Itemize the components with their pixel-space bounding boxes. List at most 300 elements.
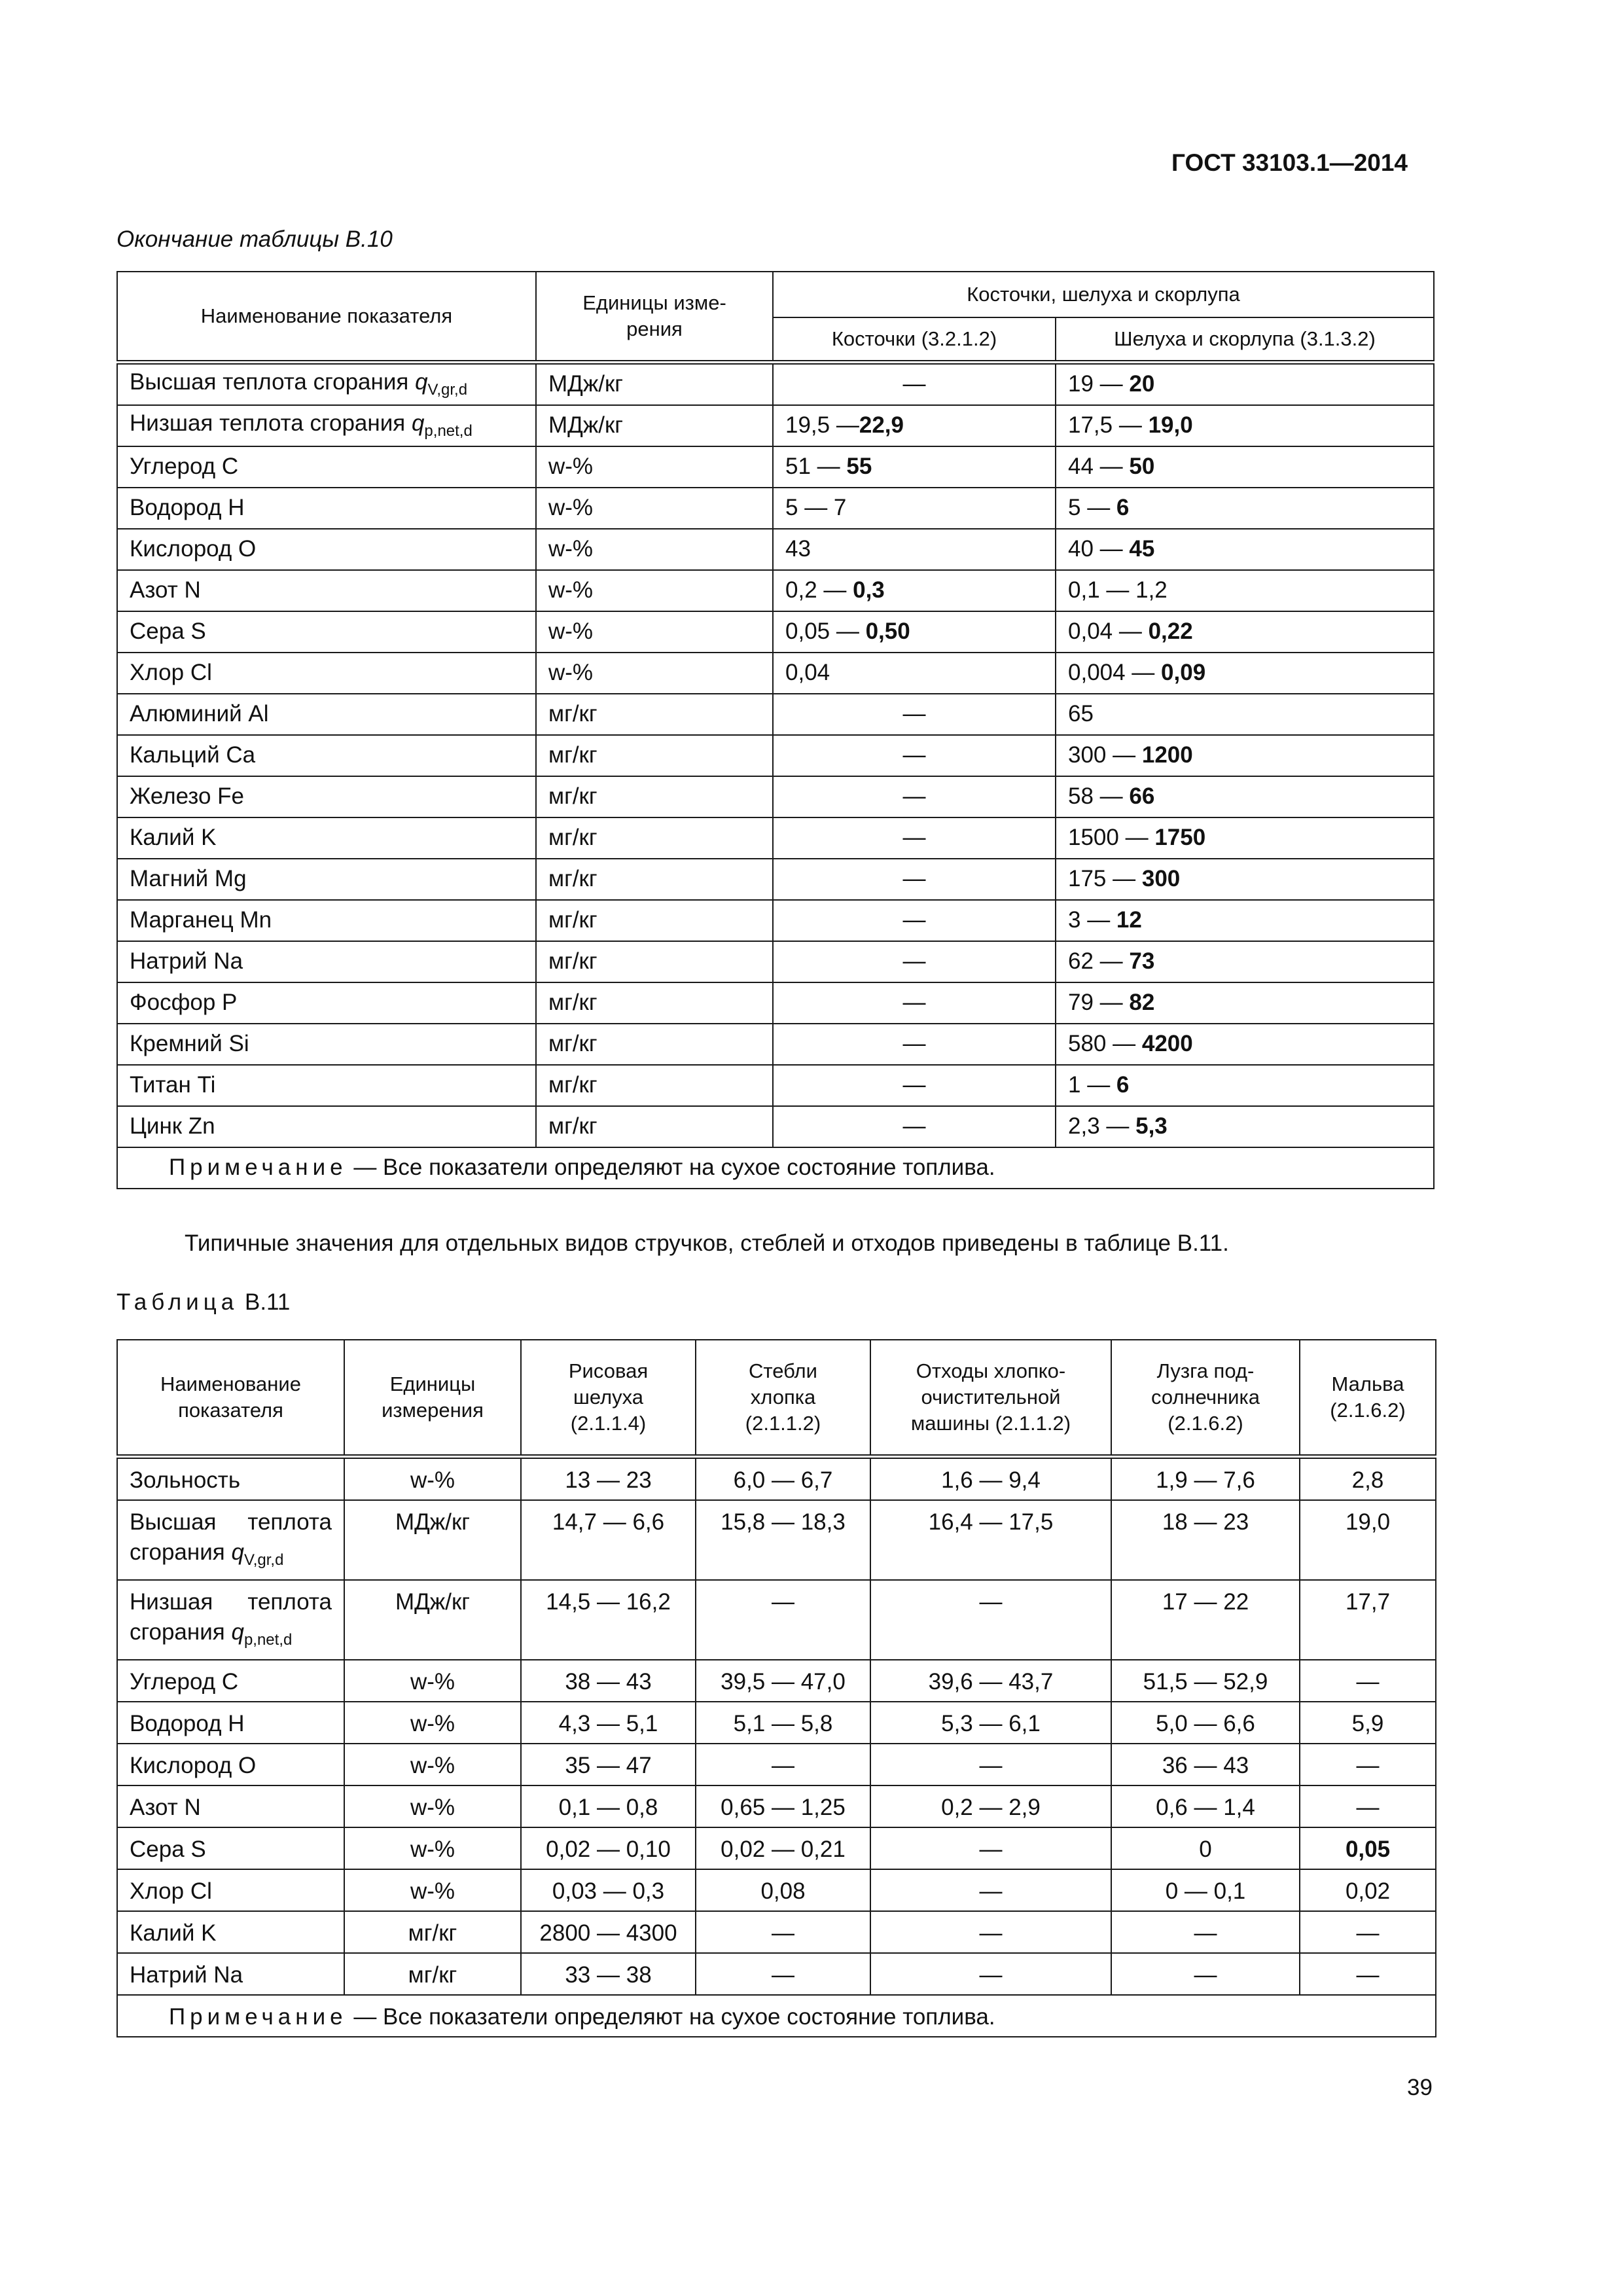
header-line: машины (2.1.1.2) (910, 1412, 1071, 1435)
value-part: 58 — (1068, 783, 1130, 809)
cell-unit: w-% (344, 1785, 521, 1827)
table-row (117, 1911, 1436, 1953)
indicator-name: Углерод C (130, 454, 239, 479)
indicator-name: Азот N (130, 1795, 201, 1820)
cell-unit: w-% (344, 1744, 521, 1785)
indicator-name: Титан Ti (130, 1072, 216, 1098)
value-part-bold: 0,50 (865, 619, 910, 644)
cell-unit: мг/кг (536, 900, 773, 941)
indicator-word: Высшая (130, 1509, 217, 1535)
indicator-name: Высшая теплота сгорания (130, 369, 409, 395)
indicator-name: Низшая теплота сгорания (130, 410, 406, 436)
table-row (117, 1744, 1436, 1785)
indicator-symbol: q (231, 1619, 244, 1645)
header-name: Наименование показателя (117, 272, 536, 362)
value-part-bold: 55 (846, 454, 872, 479)
indicator-name: Сера S (130, 1837, 206, 1862)
indicator-name: Водород H (130, 495, 245, 520)
cell-value: 0,6 — 1,4 (1111, 1785, 1300, 1827)
cell-indicator (117, 982, 536, 1024)
cell-husks (1056, 776, 1434, 817)
cell-pits (773, 653, 1056, 694)
cell-indicator (117, 529, 536, 570)
cell-value: — (696, 1953, 870, 1995)
cell-pits: — (773, 1106, 1056, 1147)
cell-value: — (696, 1911, 870, 1953)
cell-indicator (117, 488, 536, 529)
indicator-word: теплота (247, 1589, 332, 1615)
table-row (117, 1457, 1436, 1501)
indicator-subscript: V,gr,d (427, 381, 468, 399)
value-part: 5 — (1068, 495, 1116, 520)
cell-unit: w-% (344, 1660, 521, 1702)
cell-indicator (117, 694, 536, 735)
value-part: 19 — (1068, 371, 1130, 397)
cell-unit: мг/кг (536, 1065, 773, 1106)
cell-pits (773, 570, 1056, 611)
cell-value: 0,02 — 0,21 (696, 1827, 870, 1869)
cell-pits: — (773, 776, 1056, 817)
indicator-symbol: q (415, 369, 428, 395)
indicator-name: Алюминий Al (130, 701, 269, 726)
indicator-name: Фосфор P (130, 990, 238, 1015)
value-part: 43 (785, 536, 811, 562)
cell-value: 39,6 — 43,7 (870, 1660, 1111, 1702)
header-line: измерения (382, 1399, 484, 1422)
cell-unit: w-% (536, 570, 773, 611)
cell-value: — (1111, 1911, 1300, 1953)
cell-husks (1056, 488, 1434, 529)
value-part: 2,3 — (1068, 1113, 1136, 1139)
cell-value: — (870, 1869, 1111, 1911)
indicator-name-line1 (130, 1507, 344, 1537)
value-part: 0,1 — 1,2 (1068, 577, 1168, 603)
table-row (117, 1106, 1434, 1147)
table-row (117, 446, 1434, 488)
indicator-name: Кальций Ca (130, 742, 256, 768)
header-units-line1: Единицы изме- (582, 291, 726, 314)
note-text: — Все показатели определяют на сухое состояние топлива. (347, 1155, 995, 1180)
table-row (117, 1953, 1436, 1995)
indicator-name-line2 (130, 1617, 344, 1655)
value-part: 44 — (1068, 454, 1130, 479)
table-row (117, 1024, 1434, 1065)
cell-value: 0,02 — 0,10 (521, 1827, 696, 1869)
page-number: 39 (1407, 2075, 1433, 2100)
cell-value: — (870, 1580, 1111, 1660)
table2-header-cell (696, 1340, 870, 1457)
value-part: 79 — (1068, 990, 1130, 1015)
cell-value: 15,8 — 18,3 (696, 1500, 870, 1580)
cell-indicator (117, 1953, 344, 1995)
cell-indicator (117, 1106, 536, 1147)
cell-value: 0,1 — 0,8 (521, 1785, 696, 1827)
value-part: 0,04 (785, 660, 830, 685)
table-row (117, 611, 1434, 653)
cell-value: 51,5 — 52,9 (1111, 1660, 1300, 1702)
cell-unit: w-% (536, 446, 773, 488)
cell-value: 17,7 (1300, 1580, 1436, 1660)
cell-value: 5,1 — 5,8 (696, 1702, 870, 1744)
cell-indicator (117, 1024, 536, 1065)
cell-value: 0,02 (1300, 1869, 1436, 1911)
header-line: Стебли (749, 1359, 817, 1382)
cell-pits (773, 405, 1056, 446)
cell-unit: мг/кг (536, 1024, 773, 1065)
value-part: 5 — 7 (785, 495, 847, 520)
table-b10-end (116, 271, 1435, 1189)
cell-value: 0,05 (1300, 1827, 1436, 1869)
table1-note (117, 1147, 1434, 1189)
table2-header-cell (870, 1340, 1111, 1457)
indicator-name: Натрий Na (130, 948, 243, 974)
cell-indicator (117, 1500, 344, 1580)
header-line: солнечника (1151, 1386, 1260, 1408)
indicator-word: сгорания (130, 1619, 225, 1645)
cell-value: 14,7 — 6,6 (521, 1500, 696, 1580)
cell-value: 0,03 — 0,3 (521, 1869, 696, 1911)
cell-husks (1056, 735, 1434, 776)
indicator-subscript: V,gr,d (243, 1551, 284, 1569)
header-col-husks: Шелуха и скорлупа (3.1.3.2) (1056, 317, 1434, 362)
value-part: 0,004 — (1068, 660, 1162, 685)
header-line: Отходы хлопко- (916, 1359, 1066, 1382)
value-part: 175 — (1068, 866, 1142, 891)
note-label: Примечание (169, 1155, 348, 1180)
cell-value: — (870, 1911, 1111, 1953)
header-line: шелуха (573, 1386, 644, 1408)
cell-husks (1056, 817, 1434, 859)
value-part-bold: 12 (1116, 907, 1142, 933)
cell-pits: — (773, 1065, 1056, 1106)
table-row (117, 653, 1434, 694)
cell-pits: — (773, 900, 1056, 941)
cell-value: — (1300, 1785, 1436, 1827)
table-row (117, 570, 1434, 611)
cell-husks (1056, 859, 1434, 900)
cell-indicator (117, 1065, 536, 1106)
header-line: показателя (178, 1399, 283, 1422)
header-line: Мальва (1331, 1372, 1404, 1395)
cell-indicator (117, 1869, 344, 1911)
table2-header-cell (521, 1340, 696, 1457)
cell-value: 14,5 — 16,2 (521, 1580, 696, 1660)
cell-value: 39,5 — 47,0 (696, 1660, 870, 1702)
value-part: 0,05 — (785, 619, 866, 644)
cell-unit: МДж/кг (536, 362, 773, 405)
cell-pits: — (773, 694, 1056, 735)
header-line: (2.1.1.4) (570, 1412, 647, 1435)
cell-value: — (696, 1580, 870, 1660)
cell-indicator (117, 900, 536, 941)
cell-pits: — (773, 735, 1056, 776)
value-part: 3 — (1068, 907, 1116, 933)
indicator-name: Хлор Cl (130, 1878, 212, 1904)
header-line: (2.1.1.2) (745, 1412, 821, 1435)
value-part: 19,5 — (785, 412, 859, 438)
cell-unit: мг/кг (536, 735, 773, 776)
cell-value: 33 — 38 (521, 1953, 696, 1995)
cell-husks (1056, 405, 1434, 446)
header-units-line2: рения (626, 317, 683, 340)
cell-pits (773, 529, 1056, 570)
indicator-word: Низшая (130, 1589, 213, 1615)
value-part: 0,2 — (785, 577, 853, 603)
indicator-name: Цинк Zn (130, 1113, 215, 1139)
cell-husks (1056, 941, 1434, 982)
cell-indicator (117, 611, 536, 653)
indicator-subscript: p,net,d (243, 1631, 293, 1649)
value-part: 51 — (785, 454, 847, 479)
cell-unit: мг/кг (344, 1911, 521, 1953)
cell-value: 1,9 — 7,6 (1111, 1457, 1300, 1501)
table-row (117, 1580, 1436, 1660)
table-row (117, 1065, 1434, 1106)
cell-unit: w-% (536, 488, 773, 529)
value-part-bold: 45 (1129, 536, 1155, 562)
cell-indicator (117, 1457, 344, 1501)
cell-value: 5,9 (1300, 1702, 1436, 1744)
cell-pits (773, 488, 1056, 529)
value-part-bold: 300 (1141, 866, 1181, 891)
value-part: 0,04 — (1068, 619, 1149, 644)
table-row (117, 859, 1434, 900)
cell-indicator (117, 653, 536, 694)
header-line: Единицы (389, 1372, 476, 1395)
indicator-name: Углерод C (130, 1669, 239, 1695)
cell-value: 1,6 — 9,4 (870, 1457, 1111, 1501)
cell-indicator (117, 1702, 344, 1744)
cell-value: — (696, 1744, 870, 1785)
table1-body (117, 362, 1434, 1189)
cell-pits: — (773, 941, 1056, 982)
cell-value: 35 — 47 (521, 1744, 696, 1785)
cell-unit: мг/кг (536, 1106, 773, 1147)
indicator-subscript: p,net,d (424, 422, 473, 440)
table-row (117, 694, 1434, 735)
cell-husks (1056, 1106, 1434, 1147)
table2-caption (116, 1289, 290, 1316)
table-row (117, 817, 1434, 859)
cell-value: 18 — 23 (1111, 1500, 1300, 1580)
cell-value: 0,2 — 2,9 (870, 1785, 1111, 1827)
table-row (117, 1660, 1436, 1702)
cell-pits (773, 446, 1056, 488)
table-row (117, 900, 1434, 941)
cell-pits: — (773, 859, 1056, 900)
table2-header-cell (1300, 1340, 1436, 1457)
cell-pits: — (773, 817, 1056, 859)
header-line: Лузга под- (1156, 1359, 1255, 1382)
cell-unit: w-% (344, 1827, 521, 1869)
cell-indicator (117, 446, 536, 488)
cell-value: 36 — 43 (1111, 1744, 1300, 1785)
value-part: 580 — (1068, 1031, 1142, 1056)
cell-value: 0 (1111, 1827, 1300, 1869)
cell-indicator (117, 859, 536, 900)
cell-value: 0 — 0,1 (1111, 1869, 1300, 1911)
cell-indicator (117, 1785, 344, 1827)
value-part-bold: 6 (1116, 495, 1130, 520)
value-part-bold: 1200 (1141, 742, 1193, 768)
value-part-bold: 5,3 (1135, 1113, 1168, 1139)
table-row (117, 1827, 1436, 1869)
value-part-bold: 20 (1129, 371, 1155, 397)
cell-indicator (117, 1911, 344, 1953)
header-line: (2.1.6.2) (1330, 1399, 1406, 1422)
value-part-bold: 0,3 (853, 577, 885, 603)
cell-value: 13 — 23 (521, 1457, 696, 1501)
header-line: (2.1.6.2) (1168, 1412, 1243, 1435)
value-part-bold: 19,0 (1148, 412, 1193, 438)
cell-indicator (117, 1827, 344, 1869)
cell-value: — (1111, 1953, 1300, 1995)
indicator-name: Азот N (130, 577, 201, 603)
value-part-bold: 0,22 (1148, 619, 1193, 644)
cell-unit: МДж/кг (536, 405, 773, 446)
note-text: — Все показатели определяют на сухое состояние топлива. (347, 2004, 995, 2030)
cell-husks (1056, 982, 1434, 1024)
indicator-name: Водород H (130, 1711, 245, 1736)
indicator-name: Натрий Na (130, 1962, 243, 1988)
cell-husks (1056, 1065, 1434, 1106)
paragraph-text: Типичные значения для отдельных видов стручков, стеблей и отходов приведены в таблице В.11. (185, 1230, 1229, 1256)
cell-indicator (117, 362, 536, 405)
indicator-symbol: q (231, 1539, 244, 1565)
indicator-symbol: q (411, 410, 425, 436)
indicator-name: Хлор Cl (130, 660, 212, 685)
cell-value: 5,3 — 6,1 (870, 1702, 1111, 1744)
indicator-name: Кислород O (130, 536, 257, 562)
cell-value: 2800 — 4300 (521, 1911, 696, 1953)
cell-value: 6,0 — 6,7 (696, 1457, 870, 1501)
indicator-name: Железо Fe (130, 783, 244, 809)
indicator-word: теплота (247, 1509, 332, 1535)
cell-unit: w-% (536, 653, 773, 694)
cell-pits: — (773, 362, 1056, 405)
value-part-bold: 73 (1129, 948, 1155, 974)
table-row (117, 529, 1434, 570)
table-row (117, 1500, 1436, 1580)
table-row (117, 405, 1434, 446)
table2-header-cell (1111, 1340, 1300, 1457)
cell-indicator (117, 776, 536, 817)
cell-husks (1056, 529, 1434, 570)
cell-value: — (1300, 1744, 1436, 1785)
cell-husks (1056, 1024, 1434, 1065)
value-part-bold: 22,9 (859, 412, 904, 438)
value-part: 1 — (1068, 1072, 1116, 1098)
table-row (117, 735, 1434, 776)
header-line: очистительной (921, 1386, 1061, 1408)
cell-value: 38 — 43 (521, 1660, 696, 1702)
cell-unit: мг/кг (536, 941, 773, 982)
cell-indicator (117, 570, 536, 611)
table2-header-row (117, 1340, 1436, 1457)
value-part-bold: 66 (1129, 783, 1155, 809)
indicator-name-line2 (130, 1537, 344, 1575)
table2-note (117, 1995, 1436, 2037)
table2-caption-number: В.11 (244, 1289, 291, 1315)
value-part-bold: 82 (1129, 990, 1155, 1015)
cell-value: — (870, 1744, 1111, 1785)
cell-unit: МДж/кг (344, 1500, 521, 1580)
value-part-bold: 1750 (1154, 825, 1206, 850)
cell-pits: — (773, 1024, 1056, 1065)
value-part: 17,5 — (1068, 412, 1149, 438)
indicator-name: Калий K (130, 1920, 217, 1946)
indicator-name-line1 (130, 1587, 344, 1617)
cell-value: — (870, 1827, 1111, 1869)
cell-unit: мг/кг (536, 859, 773, 900)
header-col-pits: Косточки (3.2.1.2) (773, 317, 1056, 362)
cell-unit: МДж/кг (344, 1580, 521, 1660)
table-row (117, 1702, 1436, 1744)
cell-unit: w-% (536, 611, 773, 653)
value-part: 1500 — (1068, 825, 1155, 850)
table-row (117, 776, 1434, 817)
cell-indicator (117, 405, 536, 446)
table-row (117, 982, 1434, 1024)
value-part-bold: 0,09 (1161, 660, 1206, 685)
cell-value: — (1300, 1911, 1436, 1953)
table-row (117, 362, 1434, 405)
cell-unit: мг/кг (536, 817, 773, 859)
cell-unit: мг/кг (344, 1953, 521, 1995)
cell-unit: w-% (344, 1702, 521, 1744)
table2-header-cell (117, 1340, 344, 1457)
cell-husks (1056, 362, 1434, 405)
note-label: Примечание (169, 2004, 348, 2030)
cell-indicator (117, 1660, 344, 1702)
cell-husks (1056, 611, 1434, 653)
table2-body (117, 1457, 1436, 2037)
cell-value: 5,0 — 6,6 (1111, 1702, 1300, 1744)
header-line: хлопка (750, 1386, 816, 1408)
cell-value: 0,65 — 1,25 (696, 1785, 870, 1827)
table2-header-cell (344, 1340, 521, 1457)
cell-unit: w-% (344, 1869, 521, 1911)
indicator-name: Калий K (130, 825, 217, 850)
header-line: Рисовая (568, 1359, 649, 1382)
cell-value: 0,08 (696, 1869, 870, 1911)
indicator-name: Сера S (130, 619, 206, 644)
cell-indicator (117, 1744, 344, 1785)
value-part: 62 — (1068, 948, 1130, 974)
cell-husks (1056, 653, 1434, 694)
table-row (117, 1869, 1436, 1911)
indicator-name: Кислород O (130, 1753, 257, 1778)
table-row (117, 941, 1434, 982)
cell-value: — (870, 1953, 1111, 1995)
cell-husks (1056, 570, 1434, 611)
indicator-name: Кремний Si (130, 1031, 249, 1056)
value-part: 65 (1068, 701, 1094, 726)
cell-value: 16,4 — 17,5 (870, 1500, 1111, 1580)
cell-value: — (1300, 1660, 1436, 1702)
indicator-name: Магний Mg (130, 866, 247, 891)
cell-unit: w-% (344, 1457, 521, 1501)
table-row (117, 488, 1434, 529)
cell-unit: мг/кг (536, 776, 773, 817)
table-row (117, 1785, 1436, 1827)
value-part-bold: 6 (1116, 1072, 1130, 1098)
document-standard-number: ГОСТ 33103.1—2014 (1171, 149, 1408, 176)
value-part-bold: 50 (1129, 454, 1155, 479)
cell-husks (1056, 694, 1434, 735)
table2-caption-label: Таблица (116, 1289, 239, 1315)
value-part: 300 — (1068, 742, 1142, 768)
